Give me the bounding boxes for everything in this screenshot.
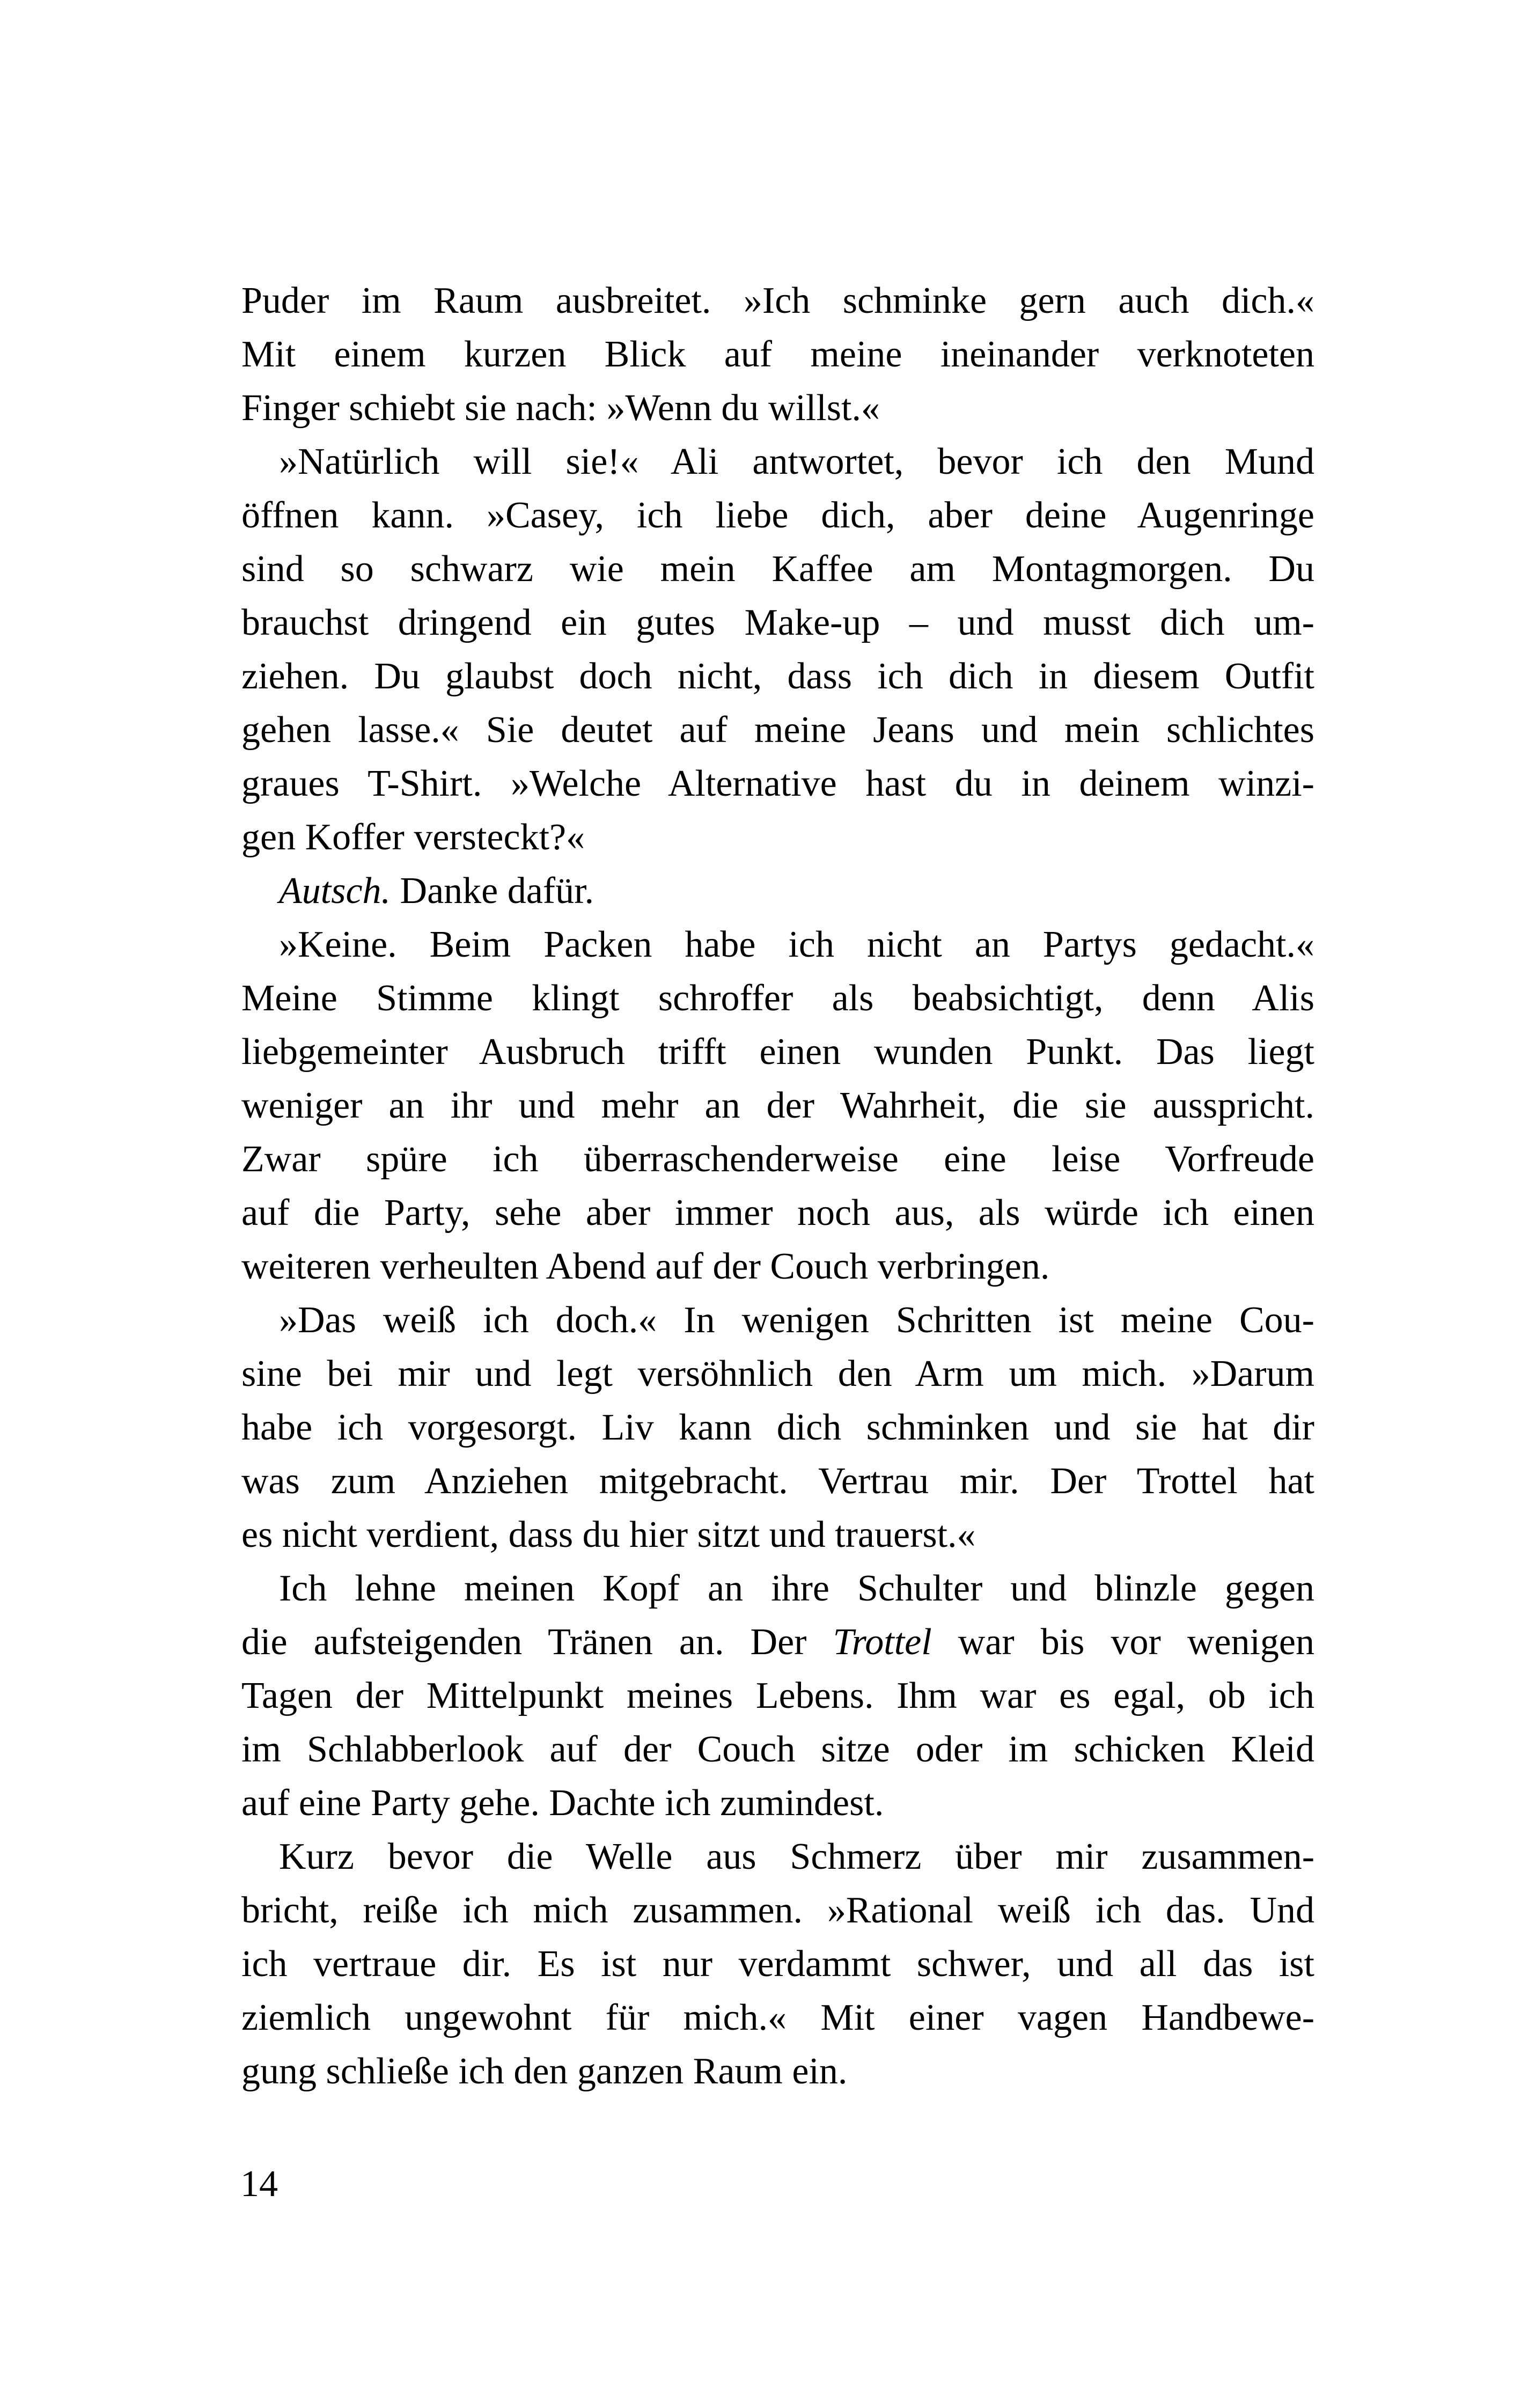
text-segment: Tagen der Mittelpunkt meines Lebens. Ihm war es egal, ob ich [241, 1675, 1314, 1716]
text-segment: Zwar spüre ich überraschenderweise eine leise Vorfreude [241, 1139, 1314, 1180]
text-segment: habe ich vorgesorgt. Liv kann dich schminken und sie hat dir [241, 1407, 1314, 1448]
text-segment: war bis vor wenigen [931, 1621, 1314, 1663]
text-segment: Kurz bevor die Welle aus Schmerz über mir zusammen- [279, 1836, 1314, 1877]
text-line [241, 811, 1314, 864]
text-line [241, 1884, 1314, 1937]
text-line [241, 274, 1314, 328]
text-segment: gung schließe ich den ganzen Raum ein. [241, 2051, 848, 2092]
text-line [241, 650, 1314, 703]
text-line [241, 596, 1314, 650]
text-segment: ziehen. Du glaubst doch nicht, dass ich dich in diesem Outfit [241, 656, 1314, 697]
text-line [241, 328, 1314, 381]
text-segment: Meine Stimme klingt schroffer als beabsichtigt, denn Alis [241, 978, 1314, 1019]
text-segment: Danke dafür. [391, 870, 594, 912]
text-line [241, 1133, 1314, 1186]
text-segment: ziemlich ungewohnt für mich.« Mit einer vagen Handbewe- [241, 1997, 1314, 2038]
text-segment: die aufsteigenden Tränen an. Der [241, 1621, 833, 1663]
text-segment: Puder im Raum ausbreitet. »Ich schminke gern auch dich.« [241, 280, 1314, 321]
text-line [241, 1401, 1314, 1455]
text-segment: ich vertraue dir. Es ist nur verdammt schwer, und all das ist [241, 1943, 1314, 1985]
text-line [241, 381, 1314, 435]
text-segment: »Natürlich will sie!« Ali antwortet, bevor ich den Mund [279, 441, 1314, 482]
text-line [241, 1776, 1314, 1830]
italic-text-segment: Trottel [833, 1621, 932, 1663]
text-line [241, 703, 1314, 757]
text-segment: gen Koffer versteckt?« [241, 817, 585, 858]
text-segment: im Schlabberlook auf der Couch sitze oder im schicken Kleid [241, 1729, 1314, 1770]
text-line [241, 1079, 1314, 1133]
text-line [241, 1508, 1314, 1562]
text-line [241, 918, 1314, 972]
text-segment: weniger an ihr und mehr an der Wahrheit, die sie ausspricht. [241, 1085, 1314, 1126]
text-block [241, 274, 1314, 2098]
text-line [241, 1025, 1314, 1079]
text-line [241, 1294, 1314, 1347]
text-segment: gehen lasse.« Sie deutet auf meine Jeans und mein schlichtes [241, 709, 1314, 751]
text-line [241, 542, 1314, 596]
text-segment: sind so schwarz wie mein Kaffee am Montagmorgen. Du [241, 548, 1314, 590]
text-segment: sine bei mir und legt versöhnlich den Arm um mich. »Darum [241, 1353, 1314, 1394]
text-line [241, 1669, 1314, 1723]
text-line [241, 1937, 1314, 1991]
text-line [241, 1991, 1314, 2045]
text-line [241, 972, 1314, 1025]
text-line [241, 1562, 1314, 1616]
text-segment: liebgemeinter Ausbruch trifft einen wunden Punkt. Das liegt [241, 1031, 1314, 1073]
text-line [241, 1616, 1314, 1669]
text-segment: bricht, reiße ich mich zusammen. »Rational weiß ich das. Und [241, 1890, 1314, 1931]
text-line [241, 1830, 1314, 1884]
text-segment: Mit einem kurzen Blick auf meine ineinander verknoteten [241, 334, 1314, 375]
text-segment: auf eine Party gehe. Dachte ich zumindest. [241, 1782, 884, 1824]
text-line [241, 435, 1314, 489]
text-segment: Finger schiebt sie nach: »Wenn du willst.« [241, 387, 880, 429]
text-line [241, 489, 1314, 542]
text-segment: Ich lehne meinen Kopf an ihre Schulter und blinzle gegen [279, 1568, 1314, 1609]
text-line [241, 1240, 1314, 1294]
text-segment: graues T-Shirt. »Welche Alternative hast du in deinem winzi- [241, 763, 1314, 804]
text-segment: was zum Anziehen mitgebracht. Vertrau mir. Der Trottel hat [241, 1460, 1314, 1502]
text-line [241, 1455, 1314, 1508]
text-segment: »Das weiß ich doch.« In wenigen Schritten ist meine Cou- [279, 1300, 1314, 1341]
text-line [241, 1723, 1314, 1776]
text-line [241, 1347, 1314, 1401]
text-segment: öffnen kann. »Casey, ich liebe dich, aber deine Augenringe [241, 495, 1314, 536]
italic-text-segment: Autsch. [279, 870, 391, 912]
text-line [241, 864, 1314, 918]
text-segment: brauchst dringend ein gutes Make-up – und musst dich um- [241, 602, 1314, 643]
text-segment: auf die Party, sehe aber immer noch aus, als würde ich einen [241, 1192, 1314, 1234]
text-segment: »Keine. Beim Packen habe ich nicht an Partys gedacht.« [279, 924, 1314, 965]
text-line [241, 1186, 1314, 1240]
text-segment: es nicht verdient, dass du hier sitzt und trauerst.« [241, 1514, 976, 1555]
text-line [241, 2045, 1314, 2098]
text-segment: weiteren verheulten Abend auf der Couch verbringen. [241, 1246, 1050, 1287]
page-number: 14 [240, 2163, 278, 2205]
text-line [241, 757, 1314, 811]
